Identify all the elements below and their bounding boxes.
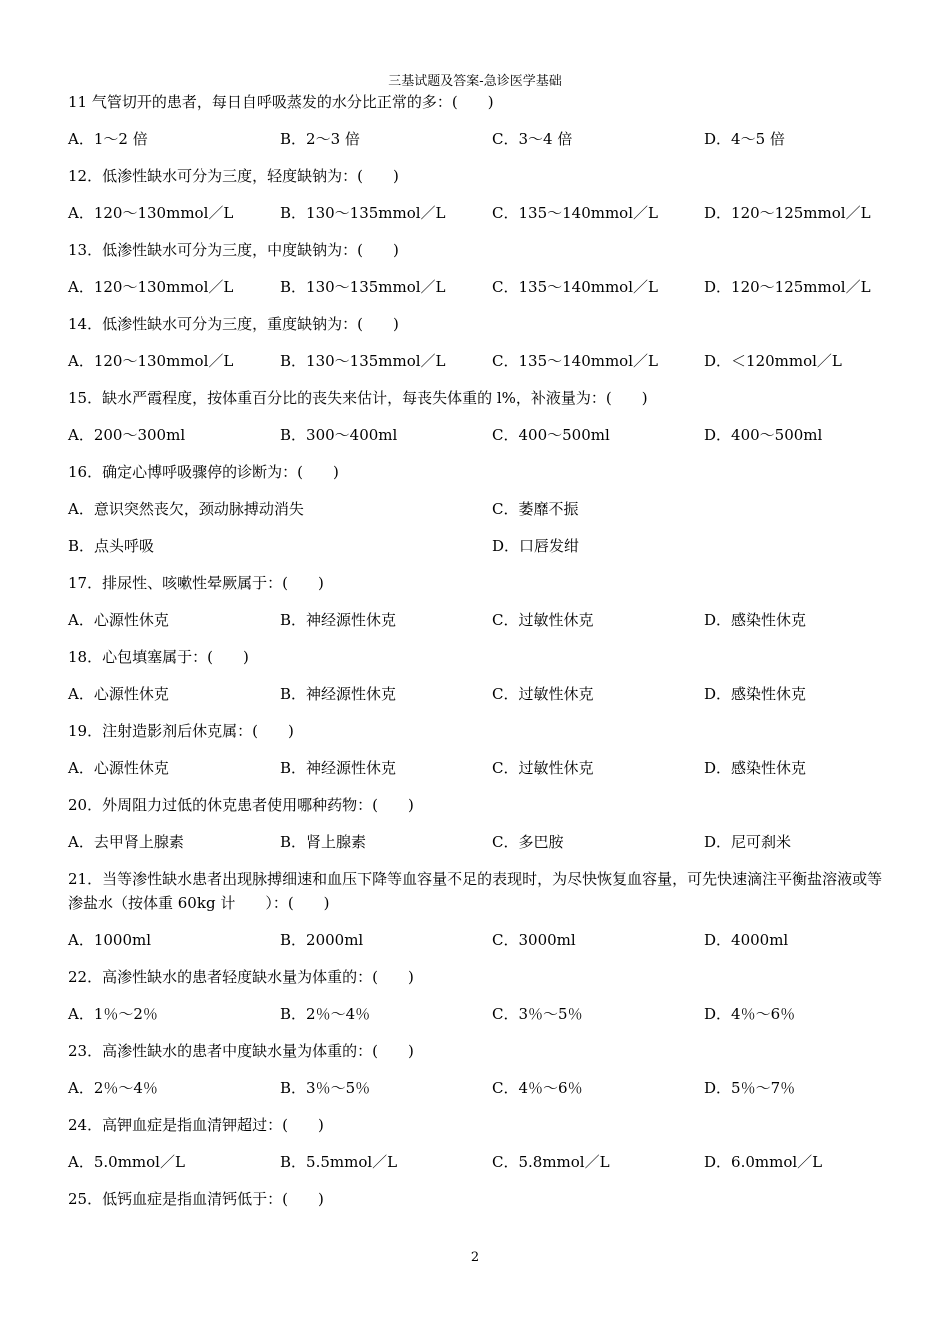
options-18 (68, 682, 888, 706)
question-24: 24．高钾血症是指血清钾超过：( ) (68, 1116, 324, 1134)
option-c: C．过敏性休克 (492, 759, 594, 777)
option-c: C．135～140mmol／L (492, 278, 658, 296)
option-b: B．2000ml (280, 931, 364, 949)
option-d: D．5％～7％ (704, 1079, 796, 1097)
question-16: 16．确定心博呼吸骤停的诊断为：( ) (68, 463, 339, 481)
option-c: C．3％～5％ (492, 1005, 583, 1023)
option-d: D．感染性休克 (704, 685, 807, 703)
options-19 (68, 756, 888, 780)
option-a: A．去甲肾上腺素 (68, 833, 184, 851)
option-d: D．120～125mmol／L (704, 278, 871, 296)
option-d: D．感染性休克 (704, 759, 807, 777)
question-15: 15．缺水严霞程度，按体重百分比的丧失来估计，每丧失体重的 l%，补液量为：( ) (68, 389, 648, 407)
question-22: 22．高渗性缺水的患者轻度缺水量为体重的：( ) (68, 968, 414, 986)
option-b: B．130～135mmol／L (280, 278, 446, 296)
option-a: A．心源性休克 (68, 611, 169, 629)
option-d: D．口唇发绀 (492, 537, 580, 555)
option-c: C．3～4 倍 (492, 130, 573, 148)
option-a: A．1％～2％ (68, 1005, 158, 1023)
option-a: A．200～300ml (68, 426, 186, 444)
option-c: C．135～140mmol／L (492, 204, 658, 222)
option-b: B．点头呼吸 (68, 537, 155, 555)
question-20: 20．外周阻力过低的休克患者使用哪种药物：( ) (68, 796, 414, 814)
options-21 (68, 928, 888, 952)
page-number: 2 (470, 1250, 480, 1265)
option-b: B．神经源性休克 (280, 685, 397, 703)
option-d: D．4％～6％ (704, 1005, 796, 1023)
option-b: B．2～3 倍 (280, 130, 360, 148)
option-a: A．心源性休克 (68, 685, 169, 703)
option-c: C．萎靡不振 (492, 500, 579, 518)
question-25: 25．低钙血症是指血清钙低于：( ) (68, 1190, 324, 1208)
option-a: A．120～130mmol／L (68, 278, 234, 296)
option-a: A．2％～4％ (68, 1079, 158, 1097)
option-d: D．＜120mmol／L (704, 352, 842, 370)
options-12 (68, 201, 888, 225)
option-b: B．130～135mmol／L (280, 352, 446, 370)
options-22 (68, 1002, 888, 1026)
options-13 (68, 275, 888, 299)
option-a: A．心源性休克 (68, 759, 169, 777)
options-16-row-1 (68, 497, 888, 521)
options-20 (68, 830, 888, 854)
option-a: A．5.0mmol／L (68, 1153, 185, 1171)
option-c: C．400～500ml (492, 426, 610, 444)
option-c: C．5.8mmol／L (492, 1153, 610, 1171)
option-c: C．多巴胺 (492, 833, 564, 851)
options-11 (68, 127, 888, 151)
option-b: B．神经源性休克 (280, 611, 397, 629)
option-d: D．120～125mmol／L (704, 204, 871, 222)
question-11: 11 气管切开的患者，每日自呼吸蒸发的水分比正常的多：( ) (68, 93, 494, 111)
option-d: D．感染性休克 (704, 611, 807, 629)
option-d: D．400～500ml (704, 426, 823, 444)
option-d: D．4000ml (704, 931, 789, 949)
question-17: 17．排尿性、咳嗽性晕厥属于：( ) (68, 574, 324, 592)
question-list (68, 90, 888, 1224)
option-c: C．过敏性休克 (492, 685, 594, 703)
options-15 (68, 423, 888, 447)
option-c: C．3000ml (492, 931, 576, 949)
options-24 (68, 1150, 888, 1174)
option-b: B．300～400ml (280, 426, 398, 444)
question-12: 12．低渗性缺水可分为三度，轻度缺钠为：( ) (68, 167, 399, 185)
option-c: C．135～140mmol／L (492, 352, 658, 370)
option-b: B．3％～5％ (280, 1079, 371, 1097)
option-b: B．肾上腺素 (280, 833, 367, 851)
option-b: B．5.5mmol／L (280, 1153, 398, 1171)
option-c: C．过敏性休克 (492, 611, 594, 629)
option-b: B．2％～4％ (280, 1005, 371, 1023)
option-a: A．120～130mmol／L (68, 204, 234, 222)
question-23: 23．高渗性缺水的患者中度缺水量为体重的：( ) (68, 1042, 414, 1060)
question-13: 13．低渗性缺水可分为三度，中度缺钠为：( ) (68, 241, 399, 259)
option-d: D．6.0mmol／L (704, 1153, 823, 1171)
option-a: A．1～2 倍 (68, 130, 148, 148)
options-16-row-2 (68, 534, 888, 558)
option-d: D．尼可刹米 (704, 833, 792, 851)
option-c: C．4％～6％ (492, 1079, 583, 1097)
options-23 (68, 1076, 888, 1100)
option-d: D．4～5 倍 (704, 130, 785, 148)
option-b: B．神经源性休克 (280, 759, 397, 777)
question-18: 18．心包填塞属于：( ) (68, 648, 249, 666)
options-14 (68, 349, 888, 373)
question-14: 14．低渗性缺水可分为三度，重度缺钠为：( ) (68, 315, 399, 333)
option-a: A．120～130mmol／L (68, 352, 234, 370)
question-19: 19．注射造影剂后休克属：( ) (68, 722, 294, 740)
option-a: A．意识突然丧欠，颈动脉搏动消失 (68, 500, 304, 518)
question-21: 21．当等渗性缺水患者出现脉搏细速和血压下降等血容量不足的表现时，为尽快恢复血容量，可先快速滴注平衡盐溶液或等渗盐水（按体重 60kg 计 ）：( ) (68, 870, 883, 912)
page-header: 三基试题及答案-急诊医学基础 (388, 74, 562, 89)
option-b: B．130～135mmol／L (280, 204, 446, 222)
option-a: A．1000ml (68, 931, 152, 949)
options-17 (68, 608, 888, 632)
